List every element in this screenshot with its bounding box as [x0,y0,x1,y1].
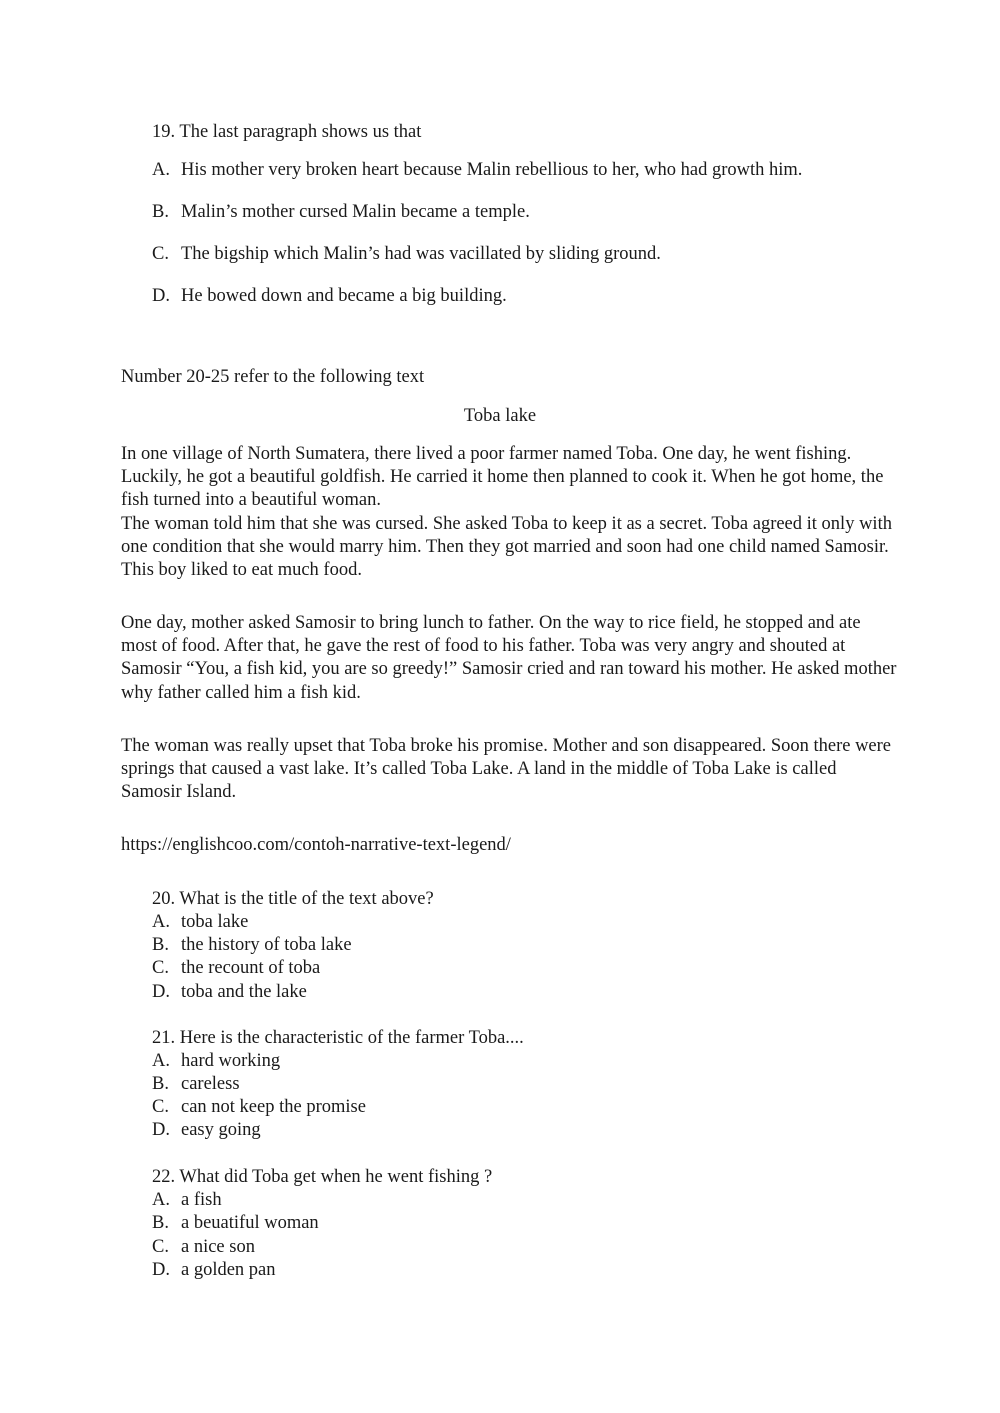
option-text: He bowed down and became a big building. [181,286,507,306]
option-letter: A. [152,912,170,932]
option-letter: C. [152,1097,169,1117]
option-letter: B. [152,1213,169,1233]
q20-option-a [152,912,248,933]
q19-option-a [152,160,802,181]
option-text: careless [181,1074,240,1094]
option-text: toba and the lake [181,982,307,1002]
q22-option-a [152,1190,222,1211]
option-text: the recount of toba [181,958,321,978]
q20-option-c [152,958,320,979]
story-paragraph-2 [121,612,901,705]
option-letter: D. [152,286,170,306]
q21-option-d [152,1120,261,1141]
option-letter: B. [152,1074,169,1094]
q22-option-c [152,1237,255,1258]
option-text: hard working [181,1051,281,1071]
option-text: Malin’s mother cursed Malin became a temple. [181,202,530,222]
q22-option-b [152,1213,319,1234]
question-20: 20. What is the title of the text above? [152,889,434,909]
option-text: toba lake [181,912,249,932]
source-url: https://englishcoo.com/contoh-narrative-text-legend/ [121,835,511,855]
option-text: the history of toba lake [181,935,352,955]
option-text: a fish [181,1190,222,1210]
q20-option-b [152,935,352,956]
q21-option-b [152,1074,240,1095]
story-paragraph-3-text: The woman was really upset that Toba broke his promise. Mother and son disappeared. Soon there were springs that caused a vast lake. It’s called Toba Lake. A land in the middle of Toba Lake is called Samosir Island. [121,736,892,803]
q19-option-c [152,244,661,265]
q21-option-a [152,1051,280,1072]
option-letter: D. [152,1260,170,1280]
q21-option-c [152,1097,366,1118]
q22-option-d [152,1260,276,1281]
option-text: can not keep the promise [181,1097,366,1117]
option-letter: C. [152,958,169,978]
question-21: 21. Here is the characteristic of the farmer Toba.... [152,1028,524,1048]
story-paragraph-2-text: One day, mother asked Samosir to bring lunch to father. On the way to rice field, he stopped and ate most of food. After that, he gave the rest of food to his father. Toba was very angry and shouted at Samosir “You, a fish kid, you are so greedy!” Samosir cried and ran toward his mother. He asked mother why father called him a fish kid. [121,613,897,703]
option-text: easy going [181,1120,261,1140]
question-19: 19. The last paragraph shows us that [152,122,422,142]
option-letter: A. [152,1051,170,1071]
story-paragraph-1b: The woman told him that she was cursed. She asked Toba to keep it as a secret. Toba agreed it only with one condition that she would marry him. Then they got married and soon had one child named Samosir. This boy liked to eat much food. [121,513,892,581]
option-text: a nice son [181,1237,255,1257]
story-paragraph-3 [121,735,901,805]
option-letter: D. [152,1120,170,1140]
story-title: Toba lake [463,406,537,426]
option-text: The bigship which Malin’s had was vacillated by sliding ground. [181,244,661,264]
option-letter: B. [152,202,169,222]
option-letter: A. [152,160,170,180]
option-letter: D. [152,982,170,1002]
q20-option-d [152,982,307,1003]
story-paragraph-1a: In one village of North Sumatera, there lived a poor farmer named Toba. One day, he went fishing. Luckily, he got a beautiful goldfish. He carried it home then planned to cook it. When he got home, the fish turned into a beautiful woman. [121,444,884,511]
option-letter: C. [152,244,169,264]
option-letter: A. [152,1190,170,1210]
question-22: 22. What did Toba get when he went fishing ? [152,1167,493,1187]
option-text: a beuatiful woman [181,1213,319,1233]
reading-intro: Number 20-25 refer to the following text [121,367,425,387]
option-letter: C. [152,1237,169,1257]
option-text: His mother very broken heart because Malin rebellious to her, who had growth him. [181,160,803,180]
q19-option-b [152,202,530,223]
story-paragraph-1 [121,443,901,582]
option-text: a golden pan [181,1260,276,1280]
option-letter: B. [152,935,169,955]
q19-option-d [152,286,507,307]
